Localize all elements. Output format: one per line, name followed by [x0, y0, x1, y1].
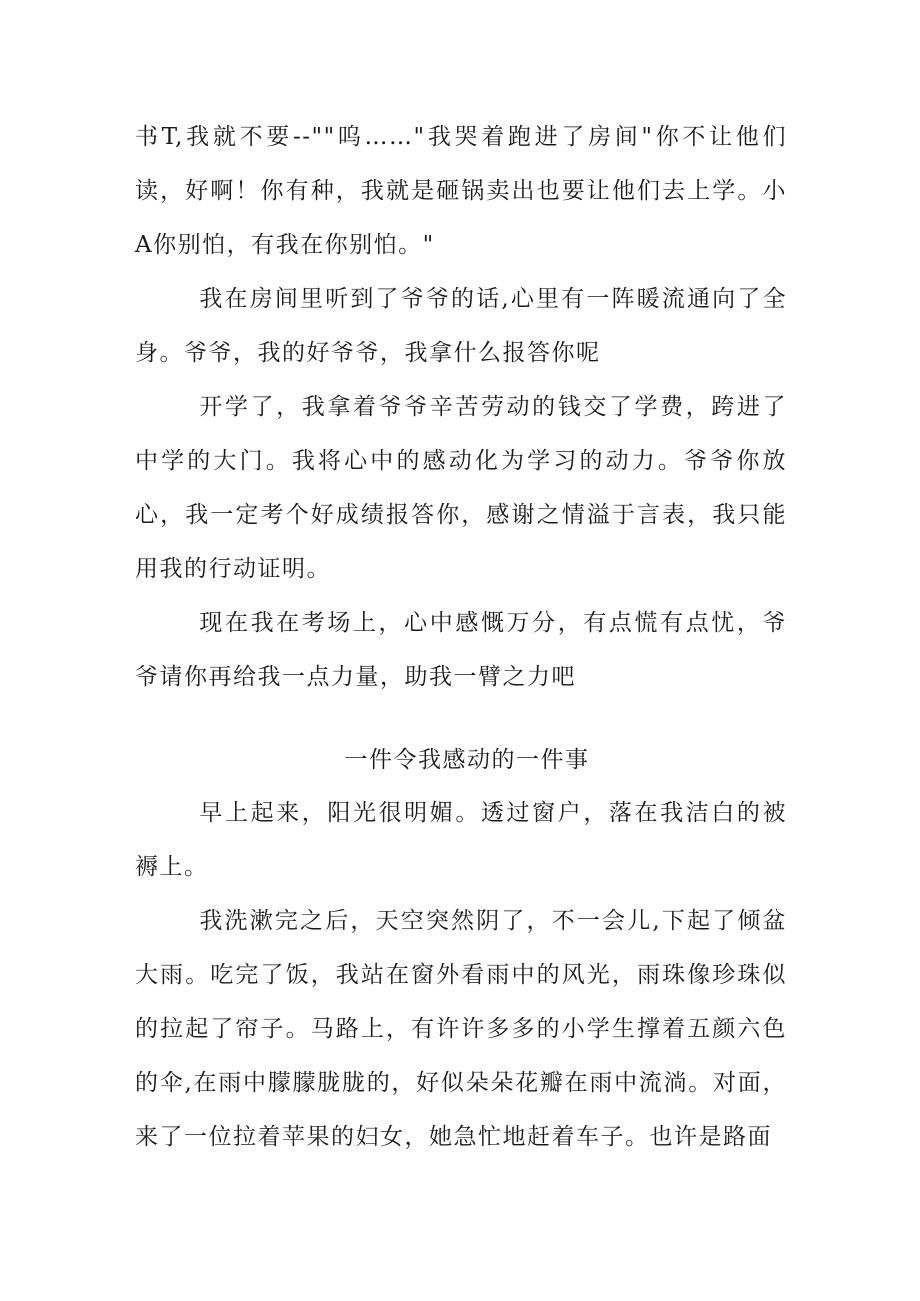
- section-title: 一件令我感动的一件事: [344, 747, 590, 773]
- document-body-part2: [135, 786, 787, 1164]
- paragraph-2: 我在房间里听到了爷爷的话,心里有一阵暖流通向了全身。爷爷，我的好爷爷，我拿什么报答你呢: [135, 286, 787, 366]
- paragraph-5: 早上起来，阳光很明媚。透过窗户，落在我洁白的被褥上。: [135, 800, 787, 880]
- document-body-part1: [135, 110, 787, 704]
- paragraph-3: 开学了，我拿着爷爷辛苦劳动的钱交了学费，跨进了中学的大门。我将心中的感动化为学习的动力。爷爷你放心，我一定考个好成绩报答你，感谢之情溢于言表，我只能用我的行动证明。: [135, 394, 787, 582]
- paragraph-6: 我洗漱完之后，天空突然阴了，不一会儿,下起了倾盆大雨。吃完了饭，我站在窗外看雨中的风光，雨珠像珍珠似的拉起了帘子。马路上，有许许多多的小学生撑着五颜六色的伞,在雨中朦朦胧胧的，好似朵朵花瓣在雨中流淌。对面，来了一位拉着苹果的妇女，她急忙地赶着车子。也许是路面: [135, 908, 787, 1150]
- paragraph-1: 书T,我就不要--""呜……"我哭着跑进了房间"你不让他们读，好啊！你有种，我就是砸锅卖出也要让他们去上学。小A你别怕，有我在你别怕。": [135, 124, 787, 258]
- paragraph-4: 现在我在考场上，心中感慨万分，有点慌有点忧，爷爷请你再给我一点力量，助我一臂之力吧: [135, 610, 787, 690]
